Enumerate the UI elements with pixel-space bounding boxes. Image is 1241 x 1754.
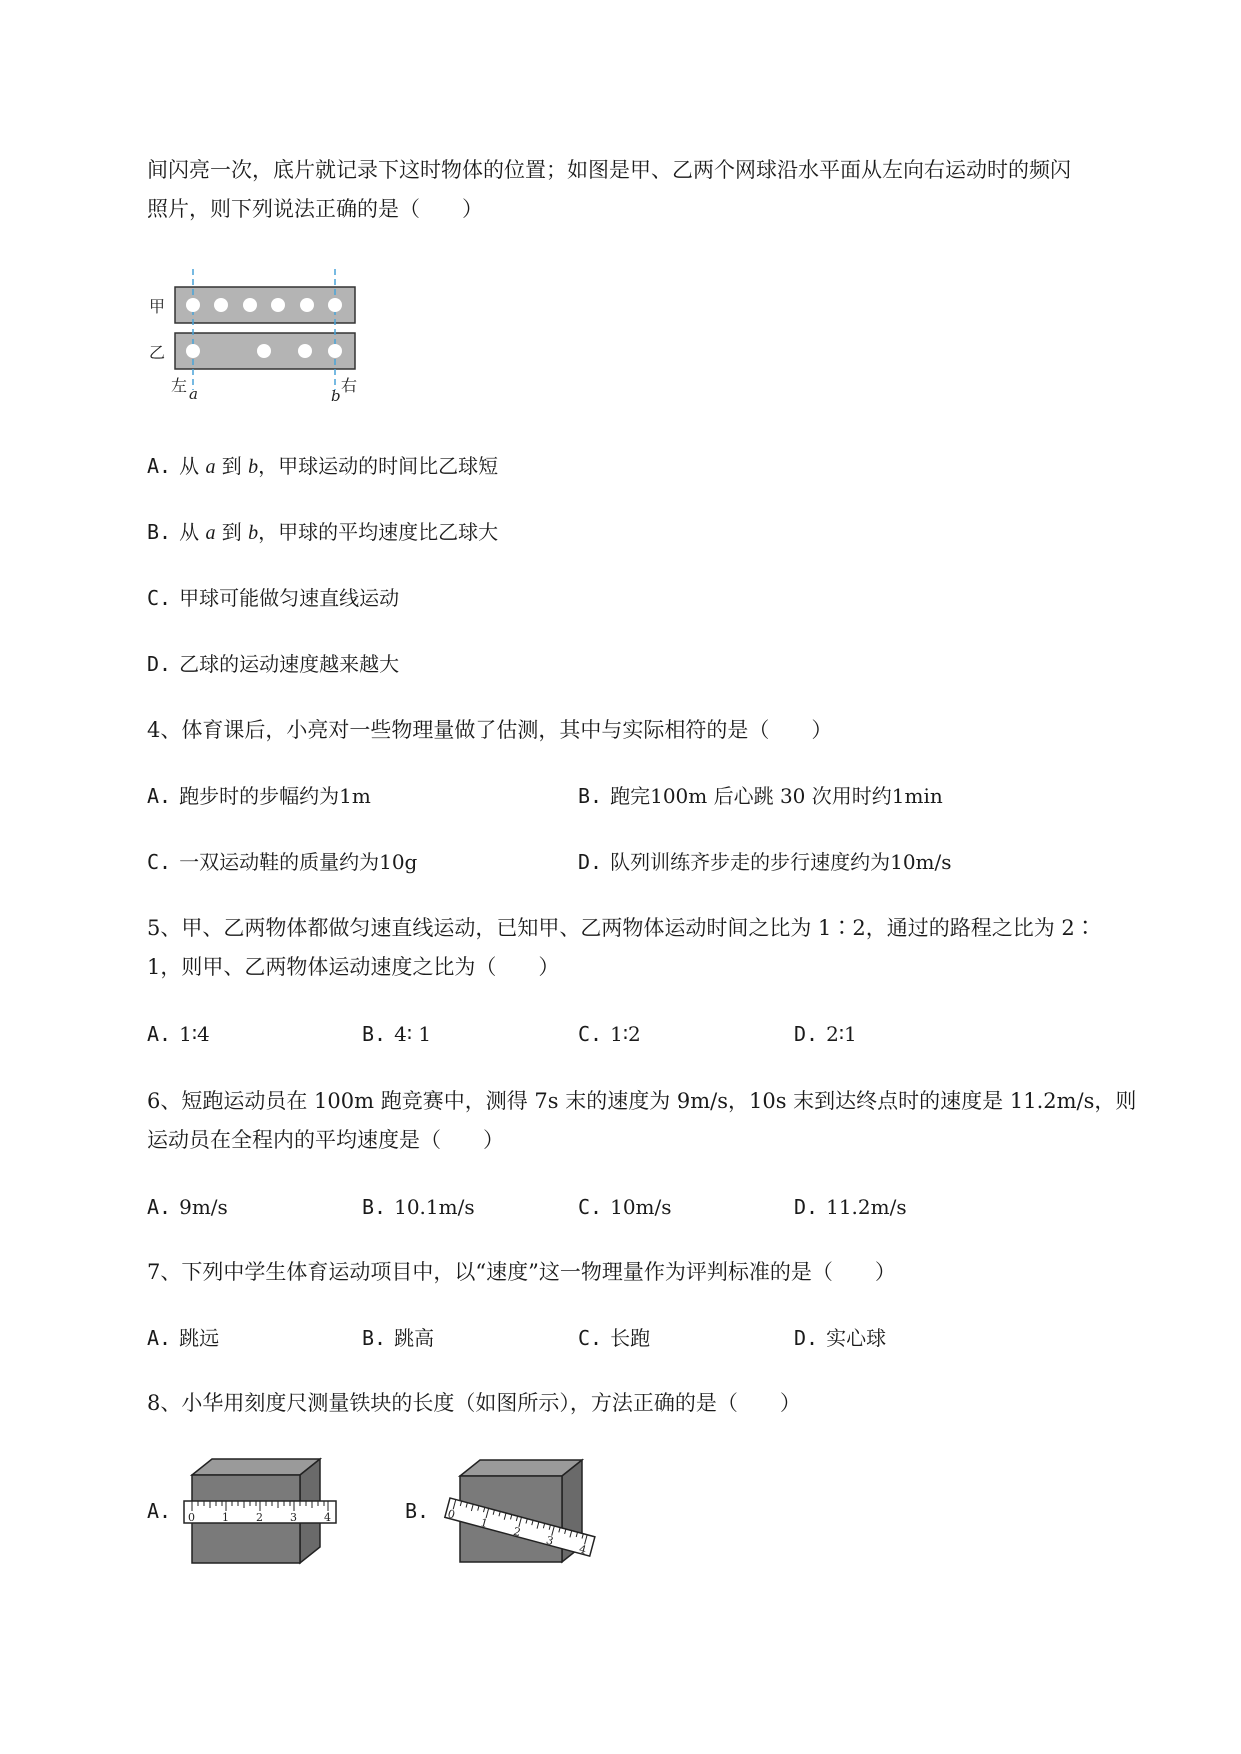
q7-option-d[interactable]: D. 实心球 bbox=[794, 1326, 887, 1350]
q5-stem-line-1: 5、甲、乙两物体都做匀速直线运动，已知甲、乙两物体运动时间之比为 1∶2，通过的路程之比为 2∶ bbox=[147, 916, 1096, 940]
b-label: b bbox=[331, 387, 341, 405]
q4-option-b[interactable]: B. 跑完100m 后心跳 30 次用时约1min bbox=[578, 784, 943, 808]
tick-label: 2 bbox=[256, 1511, 263, 1524]
q4-option-a[interactable]: A. 跑步时的步幅约为1m bbox=[147, 784, 371, 808]
ball bbox=[298, 344, 312, 358]
ball bbox=[243, 298, 257, 312]
q7-option-c[interactable]: C. 长跑 bbox=[578, 1326, 651, 1350]
q7-stem: 7、下列中学生体育运动项目中，以“速度”这一物理量作为评判标准的是（ ） bbox=[147, 1260, 896, 1284]
tick-label: 0 bbox=[188, 1511, 195, 1524]
ruler-figure-b bbox=[440, 1450, 615, 1570]
q5-option-a[interactable]: A. 1∶4 bbox=[147, 1022, 210, 1046]
right-label: 右 bbox=[341, 376, 358, 395]
ball bbox=[328, 344, 342, 358]
ball bbox=[186, 298, 200, 312]
q3-option-c[interactable]: C. 甲球可能做匀速直线运动 bbox=[147, 586, 400, 610]
q8-option-a-label[interactable]: A. bbox=[147, 1499, 172, 1523]
q5-stem-line-2: 1，则甲、乙两物体运动速度之比为（ ） bbox=[147, 955, 560, 979]
row-label-jia: 甲 bbox=[149, 297, 166, 316]
q3-option-a[interactable]: A. 从 a 到 b，甲球运动的时间比乙球短 bbox=[147, 454, 499, 478]
q4-option-d[interactable]: D. 队列训练齐步走的步行速度约为10m/s bbox=[578, 850, 952, 874]
ball bbox=[300, 298, 314, 312]
tick-label: 0 bbox=[446, 1507, 457, 1522]
q8-option-b-label[interactable]: B. bbox=[405, 1499, 430, 1523]
left-label: 左 bbox=[171, 376, 188, 395]
stroboscope-figure bbox=[145, 265, 380, 415]
a-label: a bbox=[189, 385, 198, 403]
tick-label: 3 bbox=[290, 1511, 297, 1524]
q6-stem-line-1: 6、短跑运动员在 100m 跑竞赛中，测得 7s 末的速度为 9m/s，10s 末到达终点时的速度是 11.2m/s，则 bbox=[147, 1089, 1137, 1113]
q3-option-b[interactable]: B. 从 a 到 b，甲球的平均速度比乙球大 bbox=[147, 520, 499, 544]
ruler-figure-a bbox=[180, 1455, 345, 1570]
tick-label: 3 bbox=[544, 1533, 555, 1548]
row-label-yi: 乙 bbox=[149, 343, 166, 362]
intro-line-1: 间闪亮一次，底片就记录下这时物体的位置；如图是甲、乙两个网球沿水平面从左向右运动时的频闪 bbox=[147, 158, 1071, 182]
tick-label: 1 bbox=[222, 1511, 229, 1524]
tick-label: 2 bbox=[511, 1524, 523, 1540]
q5-option-d[interactable]: D. 2∶1 bbox=[794, 1022, 857, 1046]
q6-option-c[interactable]: C. 10m/s bbox=[578, 1195, 672, 1219]
q5-option-b[interactable]: B. 4∶ 1 bbox=[362, 1022, 432, 1046]
q6-option-b[interactable]: B. 10.1m/s bbox=[362, 1195, 475, 1219]
ball bbox=[214, 298, 228, 312]
q8-stem: 8、小华用刻度尺测量铁块的长度（如图所示），方法正确的是（ ） bbox=[147, 1391, 801, 1415]
tick-label: 4 bbox=[324, 1511, 331, 1524]
tick-label: 4 bbox=[577, 1542, 588, 1557]
q6-stem-line-2: 运动员在全程内的平均速度是（ ） bbox=[147, 1128, 504, 1152]
block-top bbox=[460, 1460, 582, 1476]
q4-option-c[interactable]: C. 一双运动鞋的质量约为10g bbox=[147, 850, 418, 874]
q6-option-a[interactable]: A. 9m/s bbox=[147, 1195, 228, 1219]
q6-option-d[interactable]: D. 11.2m/s bbox=[794, 1195, 907, 1219]
q7-option-a[interactable]: A. 跳远 bbox=[147, 1326, 220, 1350]
ball bbox=[186, 344, 200, 358]
q5-option-c[interactable]: C. 1∶2 bbox=[578, 1022, 641, 1046]
ball bbox=[257, 344, 271, 358]
tick-label: 1 bbox=[479, 1516, 490, 1531]
block-top bbox=[192, 1459, 320, 1475]
q3-option-d[interactable]: D. 乙球的运动速度越来越大 bbox=[147, 652, 400, 676]
q4-stem: 4、体育课后，小亮对一些物理量做了估测，其中与实际相符的是（ ） bbox=[147, 718, 833, 742]
q7-option-b[interactable]: B. 跳高 bbox=[362, 1326, 435, 1350]
ball bbox=[328, 298, 342, 312]
intro-line-2: 照片，则下列说法正确的是（ ） bbox=[147, 197, 483, 221]
ball bbox=[271, 298, 285, 312]
